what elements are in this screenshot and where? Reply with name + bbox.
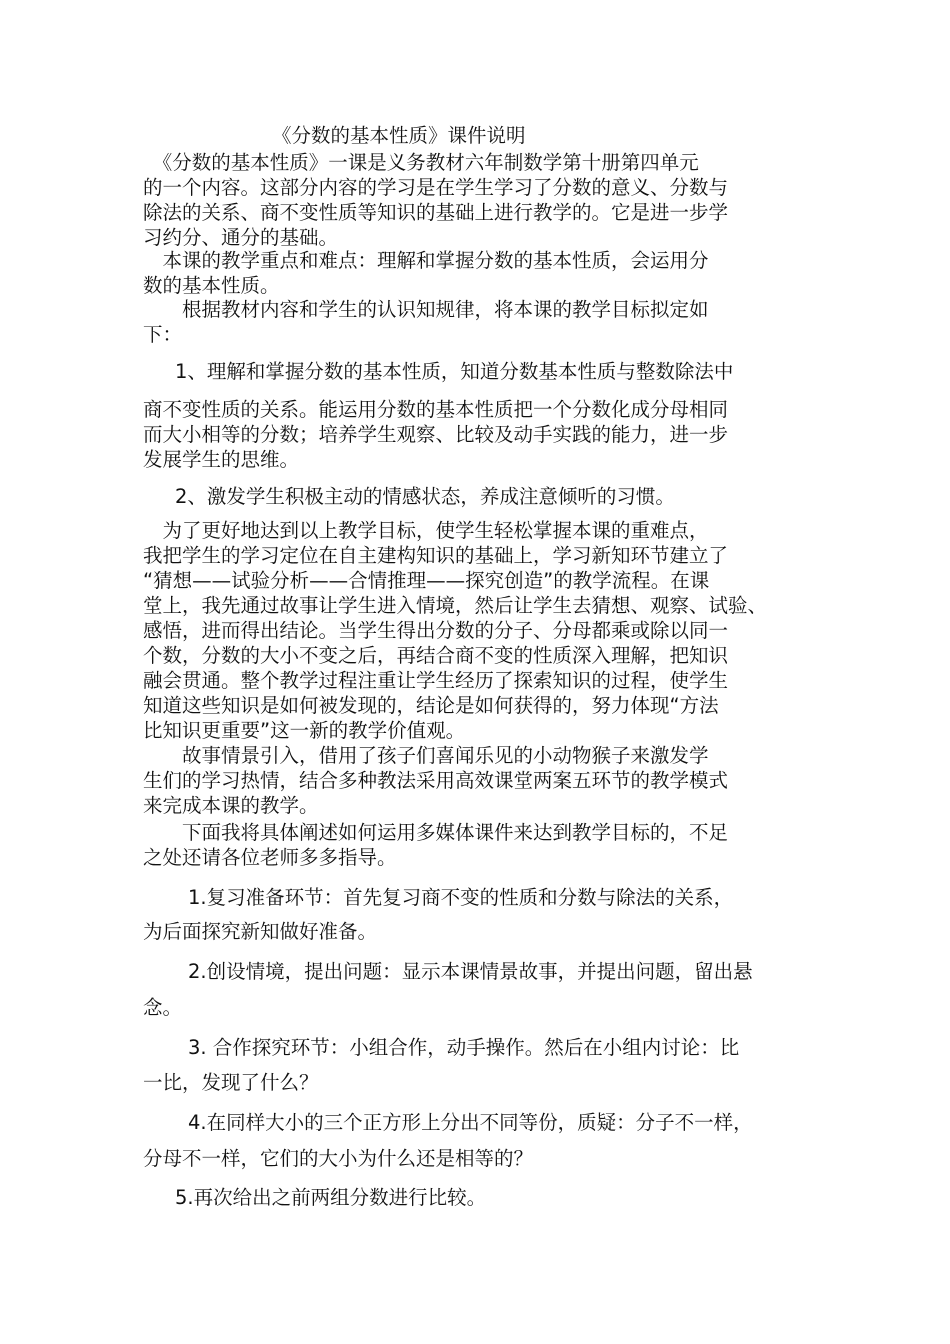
step-5 (175, 1183, 845, 1213)
step-1-first-line (188, 883, 858, 913)
goal-1-first-line (175, 359, 845, 385)
paragraph-key-points (143, 248, 813, 298)
text-line: 4.在同样大小的三个正方形上分出不同等份，质疑：分子不一样， (188, 1111, 753, 1134)
text-line: 2.创设情境，提出问题：显示本课情景故事，并提出问题，留出悬 (188, 960, 753, 983)
text-line: 堂上，我先通过故事让学生进入情境，然后让学生去猜想、观察、试验、 (143, 594, 768, 617)
text-line: 本课的教学重点和难点：理解和掌握分数的基本性质，会运用分 (143, 249, 709, 272)
text-line: 2、激发学生积极主动的情感状态，养成注意倾听的习惯。 (175, 485, 675, 508)
text-line: 1.复习准备环节：首先复习商不变的性质和分数与除法的关系， (188, 886, 734, 909)
text-line: 习约分、通分的基础。 (143, 226, 339, 249)
text-line: 比知识更重要”这一新的教学价值观。 (143, 719, 466, 742)
text-line: 个数，分数的大小不变之后，再结合商不变的性质深入理解，把知识 (143, 644, 729, 667)
document-title: 《分数的基本性质》课件说明 (272, 124, 526, 147)
paragraph-method (143, 518, 813, 743)
text-line: 除法的关系、商不变性质等知识的基础上进行教学的。它是进一步学 (143, 201, 729, 224)
text-line: 数的基本性质。 (143, 274, 280, 297)
text-line: “猜想——试验分析——合情推理——探究创造”的教学流程。在课 (143, 569, 710, 592)
text-line: 下面我将具体阐述如何运用多媒体课件来达到教学目标的，不足 (143, 821, 729, 844)
text-line: 故事情景引入，借用了孩子们喜闻乐见的小动物猴子来激发学 (143, 744, 709, 767)
step-1-second-line (143, 917, 813, 947)
step-3-first-line (188, 1033, 858, 1063)
text-line: 生们的学习热情，结合多种教法采用高效课堂两案五环节的教学模式 (143, 769, 729, 792)
text-line: 为后面探究新知做好准备。 (143, 920, 378, 943)
text-line: 根据教材内容和学生的认识知规律，将本课的教学目标拟定如 (143, 298, 709, 321)
text-line: 我把学生的学习定位在自主建构知识的基础上，学习新知环节建立了 (143, 544, 729, 567)
text-line: 而大小相等的分数；培养学生观察、比较及动手实践的能力，进一步 (143, 423, 729, 446)
text-line: 的一个内容。这部分内容的学习是在学生学习了分数的意义、分数与 (143, 176, 729, 199)
text-line: 一比，发现了什么？ (143, 1071, 319, 1094)
text-line: 知道这些知识是如何被发现的，结论是如何获得的，努力体现“方法 (143, 694, 719, 717)
goal-1-body (143, 397, 813, 472)
step-2-second-line (143, 993, 813, 1023)
step-3-second-line (143, 1068, 813, 1098)
text-line: 发展学生的思维。 (143, 448, 300, 471)
text-line: 念。 (143, 996, 183, 1019)
text-line: 5.再次给出之前两组分数进行比较。 (175, 1186, 487, 1209)
text-line: 融会贯通。整个教学过程注重让学生经历了探索知识的过程，使学生 (143, 669, 729, 692)
text-line: 为了更好地达到以上教学目标，使学生轻松掌握本课的重难点， (143, 519, 709, 542)
paragraph-story (143, 743, 813, 818)
step-2-first-line (188, 957, 858, 987)
text-line: 感悟，进而得出结论。当学生得出分数的分子、分母都乘或除以同一 (143, 619, 729, 642)
text-line: 之处还请各位老师多多指导。 (143, 846, 397, 869)
text-line: 3. 合作探究环节：小组合作，动手操作。然后在小组内讨论：比 (188, 1036, 740, 1059)
paragraph-goals-intro (143, 297, 813, 347)
step-4-second-line (143, 1144, 813, 1174)
text-line: 商不变性质的关系。能运用分数的基本性质把一个分数化成分母相同 (143, 398, 729, 421)
text-line: 下： (143, 323, 183, 346)
paragraph-intro (143, 150, 813, 250)
text-line: 来完成本课的教学。 (143, 794, 319, 817)
goal-2 (175, 484, 845, 510)
step-4-first-line (188, 1108, 858, 1138)
text-line: 分母不一样，它们的大小为什么还是相等的？ (143, 1147, 534, 1170)
text-line: 《分数的基本性质》一课是义务教材六年制数学第十册第四单元 (143, 151, 699, 174)
text-line: 1、理解和掌握分数的基本性质，知道分数基本性质与整数除法中 (175, 360, 734, 383)
paragraph-multimedia-intro (143, 820, 813, 870)
